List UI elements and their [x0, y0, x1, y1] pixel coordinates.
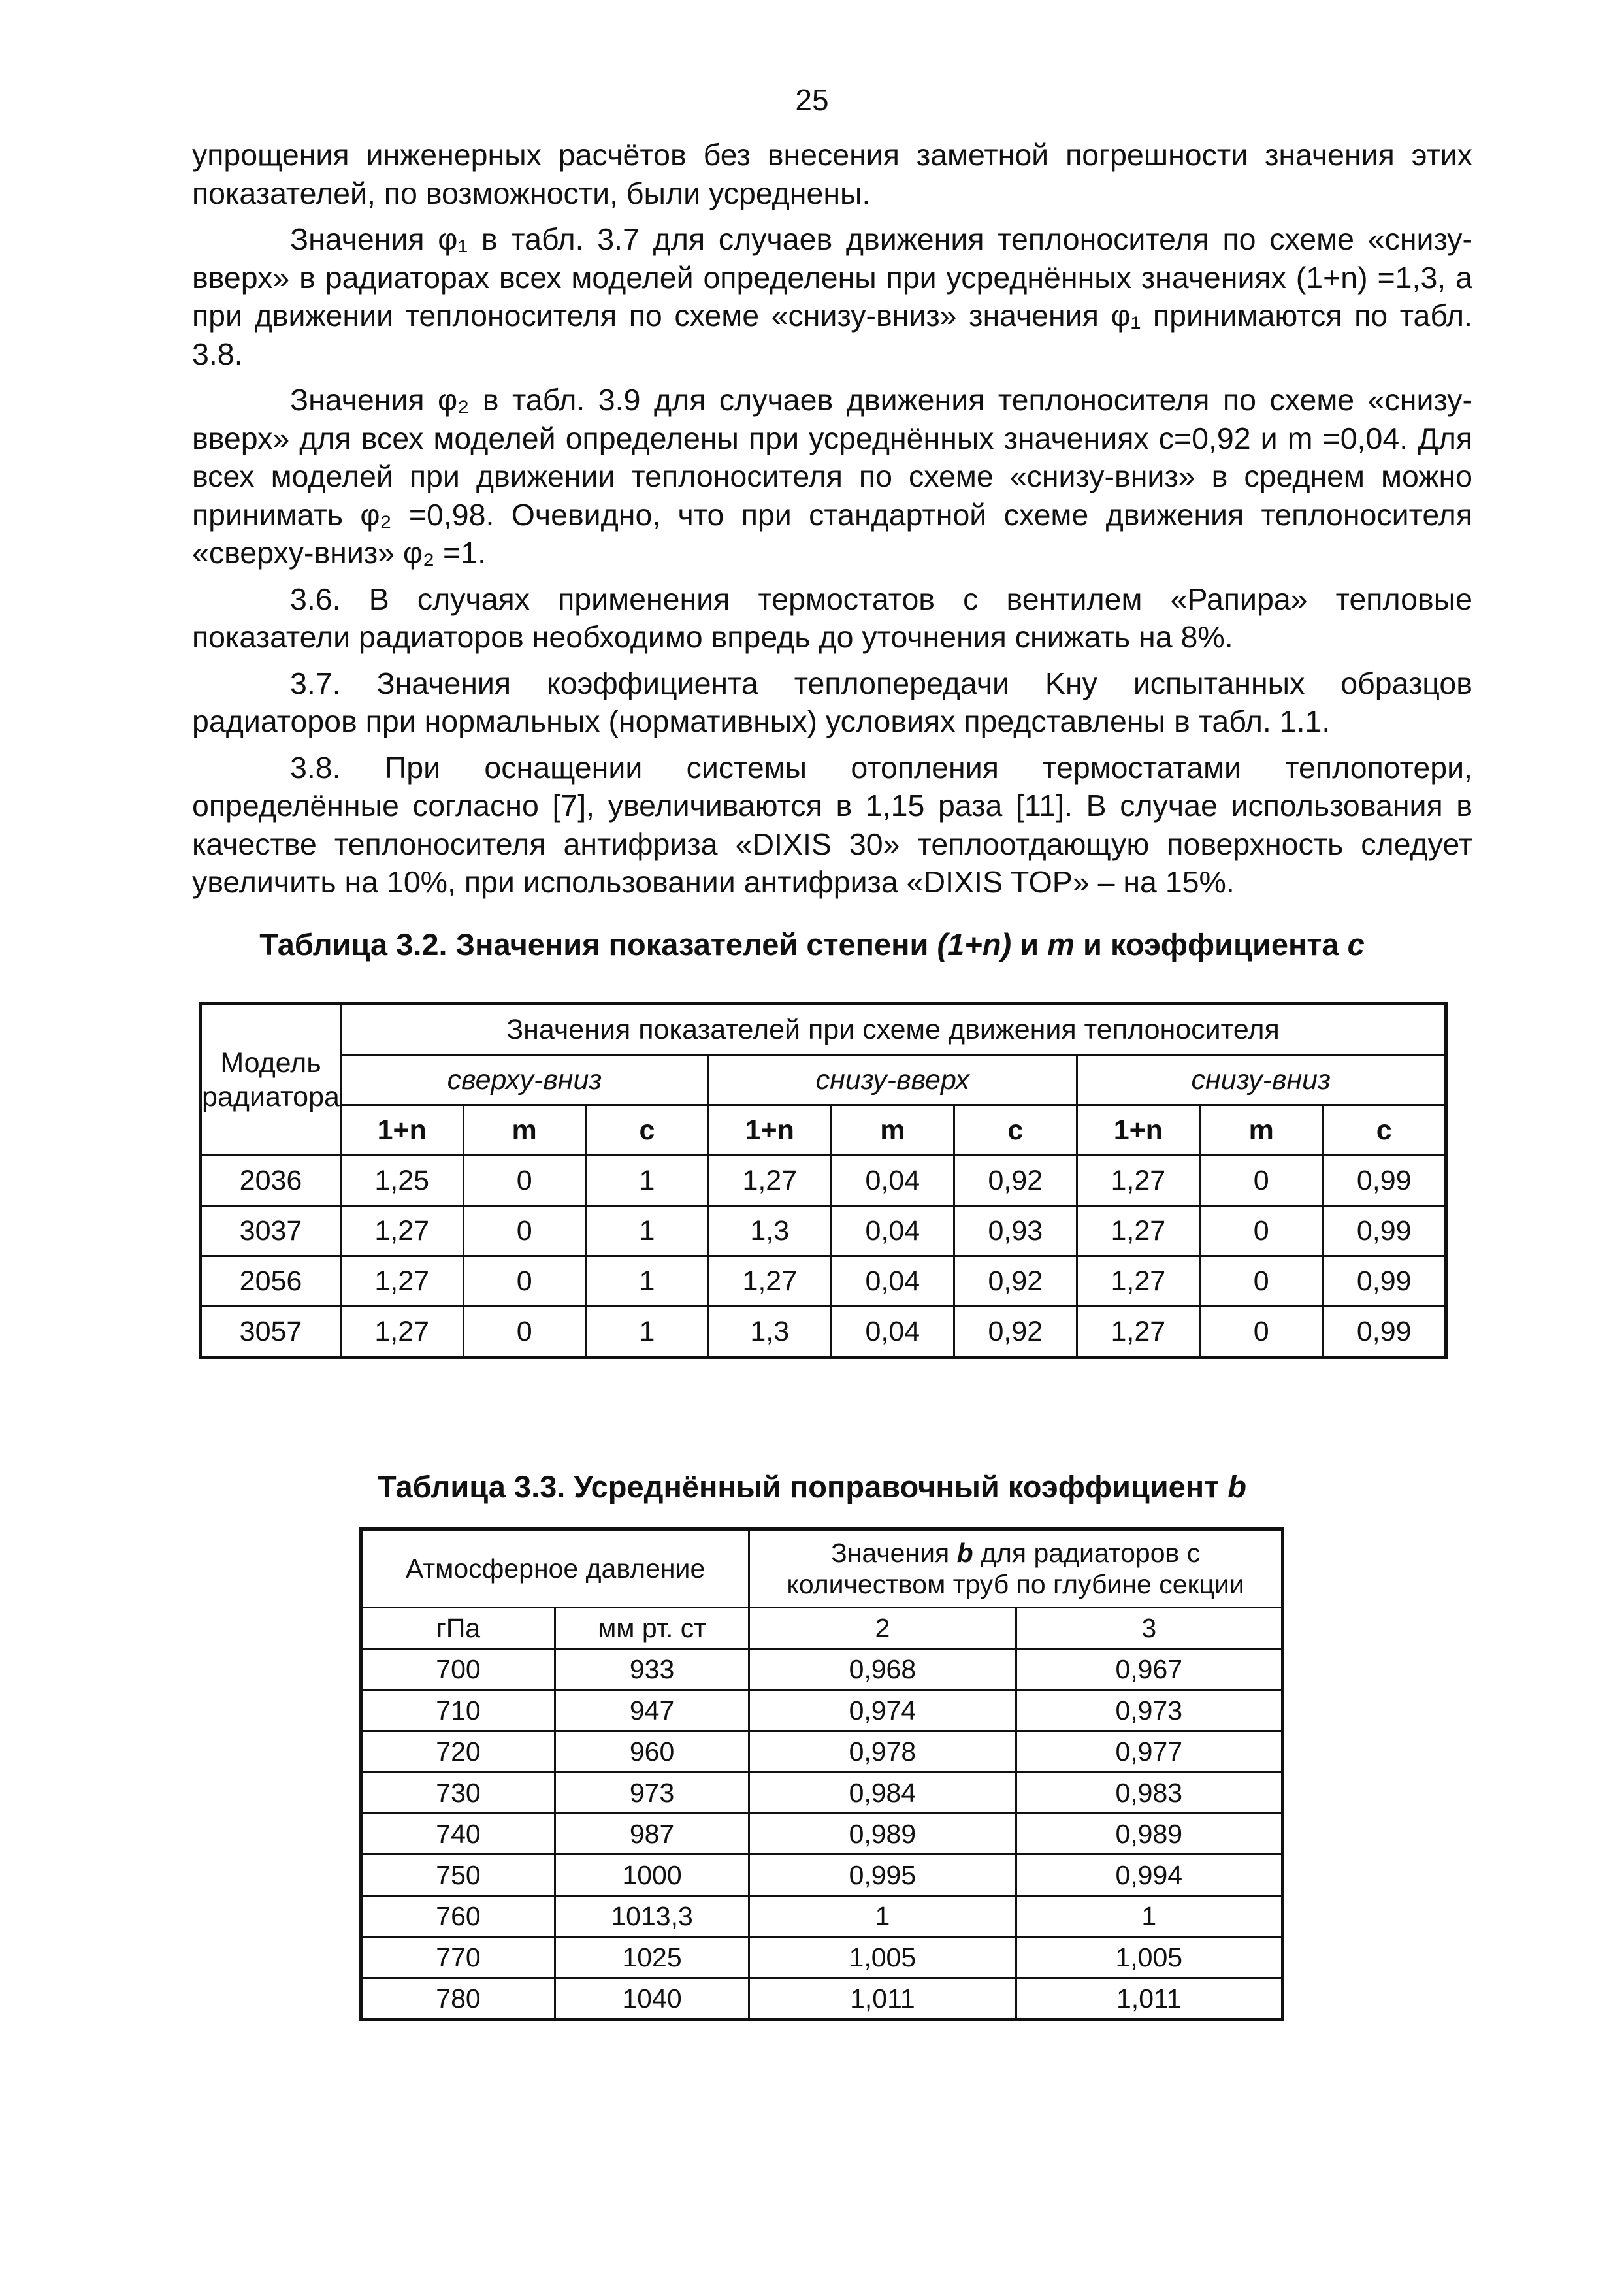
value-cell: 1,011	[749, 1978, 1016, 2020]
value-cell: 0	[463, 1206, 585, 1256]
caption-text: и коэффициента	[1083, 927, 1339, 962]
value-cell: 0	[463, 1156, 585, 1206]
table-row	[361, 1772, 1283, 1814]
value-cell: 1	[585, 1206, 708, 1256]
value-cell: 0	[463, 1307, 585, 1358]
value-cell: 0,99	[1323, 1156, 1446, 1206]
model-cell: 2056	[201, 1256, 341, 1307]
value-cell: 700	[361, 1649, 555, 1690]
value-cell: 0,984	[749, 1772, 1016, 1814]
column-header: m	[463, 1105, 585, 1156]
scheme-header: сверху-вниз	[340, 1055, 708, 1105]
value-cell: 730	[361, 1772, 555, 1814]
value-cell: 1,005	[749, 1937, 1016, 1978]
value-cell: 1,25	[340, 1156, 463, 1206]
value-cell: 1	[1016, 1896, 1282, 1937]
value-cell: 0,99	[1323, 1206, 1446, 1256]
value-cell: 0,967	[1016, 1649, 1282, 1690]
model-cell: 3037	[201, 1206, 341, 1256]
paragraph: Значения φ₂ в табл. 3.9 для случаев движения теплоносителя по схеме «снизу-вверх» для всех моделей определены при усреднённых значениях c=0,92 и m =0,04. Для всех моделей при движении теплоносителя по схеме «снизу-вниз» в среднем можно принимать φ₂ =0,98. Очевидно, что при стандартной схеме движения теплоносителя «сверху-вниз» φ₂ =1.	[192, 383, 1473, 570]
tubes-header: 2	[749, 1608, 1016, 1649]
unit-header: мм рт. ст	[555, 1608, 749, 1649]
unit-header: гПа	[361, 1608, 555, 1649]
table-row	[201, 1156, 1446, 1206]
value-cell: 720	[361, 1731, 555, 1772]
paragraph: упрощения инженерных расчётов без внесения заметной погрешности значения этих показателей, по возможности, были усреднены.	[192, 138, 1472, 210]
value-cell: 780	[361, 1978, 555, 2020]
value-cell: 760	[361, 1896, 555, 1937]
value-cell: 1,27	[709, 1156, 832, 1206]
value-cell: 1	[585, 1256, 708, 1307]
values-header	[749, 1529, 1283, 1608]
value-cell: 1000	[555, 1855, 749, 1896]
model-header: Модель радиатора	[201, 1004, 341, 1156]
value-cell: 1,27	[340, 1206, 463, 1256]
column-header: m	[1200, 1105, 1323, 1156]
table-3-2-body	[201, 1156, 1446, 1358]
value-cell: 0,983	[1016, 1772, 1282, 1814]
value-cell: 0,04	[831, 1256, 954, 1307]
value-cell: 1,27	[1077, 1206, 1200, 1256]
paragraph: 3.8. При оснащении системы отопления термостатами теплопотери, определённые согласно [7], увеличиваются в 1,15 раза [11]. В случае использования в качестве теплоносителя антифриза «DIXIS 30» теплоотдающую поверхность следует увеличить на 10%, при использовании антифриза «DIXIS TOP» – на 15%.	[192, 750, 1472, 899]
table-3-3-body	[361, 1649, 1283, 2020]
table-row	[361, 1649, 1283, 1690]
value-cell: 0,04	[831, 1206, 954, 1256]
model-cell: 3057	[201, 1307, 341, 1358]
value-cell: 1,27	[340, 1307, 463, 1358]
value-cell: 0	[1200, 1206, 1323, 1256]
value-cell: 0,994	[1016, 1855, 1282, 1896]
value-cell: 0,04	[831, 1307, 954, 1358]
value-cell: 1	[749, 1896, 1016, 1937]
value-cell: 0,974	[749, 1690, 1016, 1731]
caption-italic: m	[1047, 927, 1075, 962]
caption-text: Таблица 3.2. Значения показателей степени	[259, 927, 929, 962]
value-cell: 973	[555, 1772, 749, 1814]
paragraph: Значения φ₁ в табл. 3.7 для случаев движения теплоносителя по схеме «снизу-вверх» в радиаторах всех моделей определены при усреднённых значениях (1+n) =1,3, а при движении теплоносителя по схеме «снизу-вниз» значения φ₁ принимаются по табл. 3.8.	[192, 222, 1472, 371]
caption-text: Таблица 3.3. Усреднённый поправочный коэффициент	[377, 1469, 1220, 1504]
page-number: 25	[795, 83, 829, 117]
caption-text: и	[1020, 927, 1039, 962]
value-cell: 0,989	[749, 1814, 1016, 1855]
value-cell: 0	[463, 1256, 585, 1307]
value-cell: 0,92	[954, 1256, 1077, 1307]
column-header: c	[1323, 1105, 1446, 1156]
scheme-header: снизу-вниз	[1077, 1055, 1446, 1105]
value-cell: 1,3	[709, 1206, 832, 1256]
value-cell: 0,977	[1016, 1731, 1282, 1772]
value-cell: 0,92	[954, 1156, 1077, 1206]
table-row	[361, 1814, 1283, 1855]
value-cell: 0,92	[954, 1307, 1077, 1358]
pressure-header: Атмосферное давление	[361, 1529, 749, 1608]
caption-italic: c	[1347, 927, 1365, 962]
value-cell: 0,04	[831, 1156, 954, 1206]
value-cell: 1,27	[709, 1256, 832, 1307]
value-cell: 0,978	[749, 1731, 1016, 1772]
value-cell: 0,99	[1323, 1256, 1446, 1307]
value-cell: 1,27	[340, 1256, 463, 1307]
value-cell: 987	[555, 1814, 749, 1855]
values-header-text: Значения	[830, 1538, 950, 1568]
value-cell: 0,99	[1323, 1307, 1446, 1358]
table-3-3	[359, 1527, 1284, 2021]
column-header: 1+n	[1077, 1105, 1200, 1156]
column-header: 1+n	[340, 1105, 463, 1156]
value-cell: 770	[361, 1937, 555, 1978]
value-cell: 0	[1200, 1307, 1323, 1358]
value-cell: 1,3	[709, 1307, 832, 1358]
value-cell: 740	[361, 1814, 555, 1855]
table-row	[361, 1978, 1283, 2020]
column-header: c	[585, 1105, 708, 1156]
table-row	[201, 1256, 1446, 1307]
value-cell: 750	[361, 1855, 555, 1896]
table-row	[361, 1896, 1283, 1937]
value-cell: 0,995	[749, 1855, 1016, 1896]
value-cell: 1025	[555, 1937, 749, 1978]
column-header: c	[954, 1105, 1077, 1156]
value-cell: 710	[361, 1690, 555, 1731]
table-row	[361, 1937, 1283, 1978]
value-cell: 1040	[555, 1978, 749, 2020]
paragraph: 3.6. В случаях применения термостатов с вентилем «Рапира» тепловые показатели радиаторов необходимо впредь до уточнения снижать на 8%.	[192, 581, 1472, 654]
table-3-3-caption	[0, 1469, 1624, 1505]
values-header-b: b	[956, 1538, 973, 1568]
value-cell: 0,973	[1016, 1690, 1282, 1731]
value-cell: 1,27	[1077, 1256, 1200, 1307]
value-cell: 1,011	[1016, 1978, 1282, 2020]
value-cell: 0,968	[749, 1649, 1016, 1690]
value-cell: 1	[585, 1156, 708, 1206]
group-header: Значения показателей при схеме движения теплоносителя	[340, 1004, 1446, 1055]
value-cell: 1,27	[1077, 1156, 1200, 1206]
value-cell: 1013,3	[555, 1896, 749, 1937]
value-cell: 960	[555, 1731, 749, 1772]
value-cell: 1,27	[1077, 1307, 1200, 1358]
value-cell: 947	[555, 1690, 749, 1731]
value-cell: 1	[585, 1307, 708, 1358]
paragraph: 3.7. Значения коэффициента теплопередачи Kну испытанных образцов радиаторов при нормальных (нормативных) условиях представлены в табл. 1.1.	[192, 666, 1472, 738]
table-row	[201, 1307, 1446, 1358]
value-cell: 0,93	[954, 1206, 1077, 1256]
table-row	[201, 1206, 1446, 1256]
values-header-text: для радиаторов с количеством труб по глубине секции	[787, 1538, 1244, 1599]
table-3-2	[199, 1002, 1448, 1359]
table-row	[361, 1731, 1283, 1772]
table-3-2-caption	[0, 926, 1624, 963]
value-cell: 1,005	[1016, 1937, 1282, 1978]
table-row	[361, 1855, 1283, 1896]
value-cell: 0,989	[1016, 1814, 1282, 1855]
value-cell: 0	[1200, 1156, 1323, 1206]
scheme-header: снизу-вверх	[709, 1055, 1077, 1105]
column-header: m	[831, 1105, 954, 1156]
caption-italic: (1+n)	[937, 927, 1012, 962]
model-cell: 2036	[201, 1156, 341, 1206]
body-text	[192, 136, 1472, 909]
caption-italic: b	[1227, 1469, 1246, 1504]
value-cell: 933	[555, 1649, 749, 1690]
table-row	[361, 1690, 1283, 1731]
value-cell: 0	[1200, 1256, 1323, 1307]
tubes-header: 3	[1016, 1608, 1282, 1649]
column-header: 1+n	[709, 1105, 832, 1156]
